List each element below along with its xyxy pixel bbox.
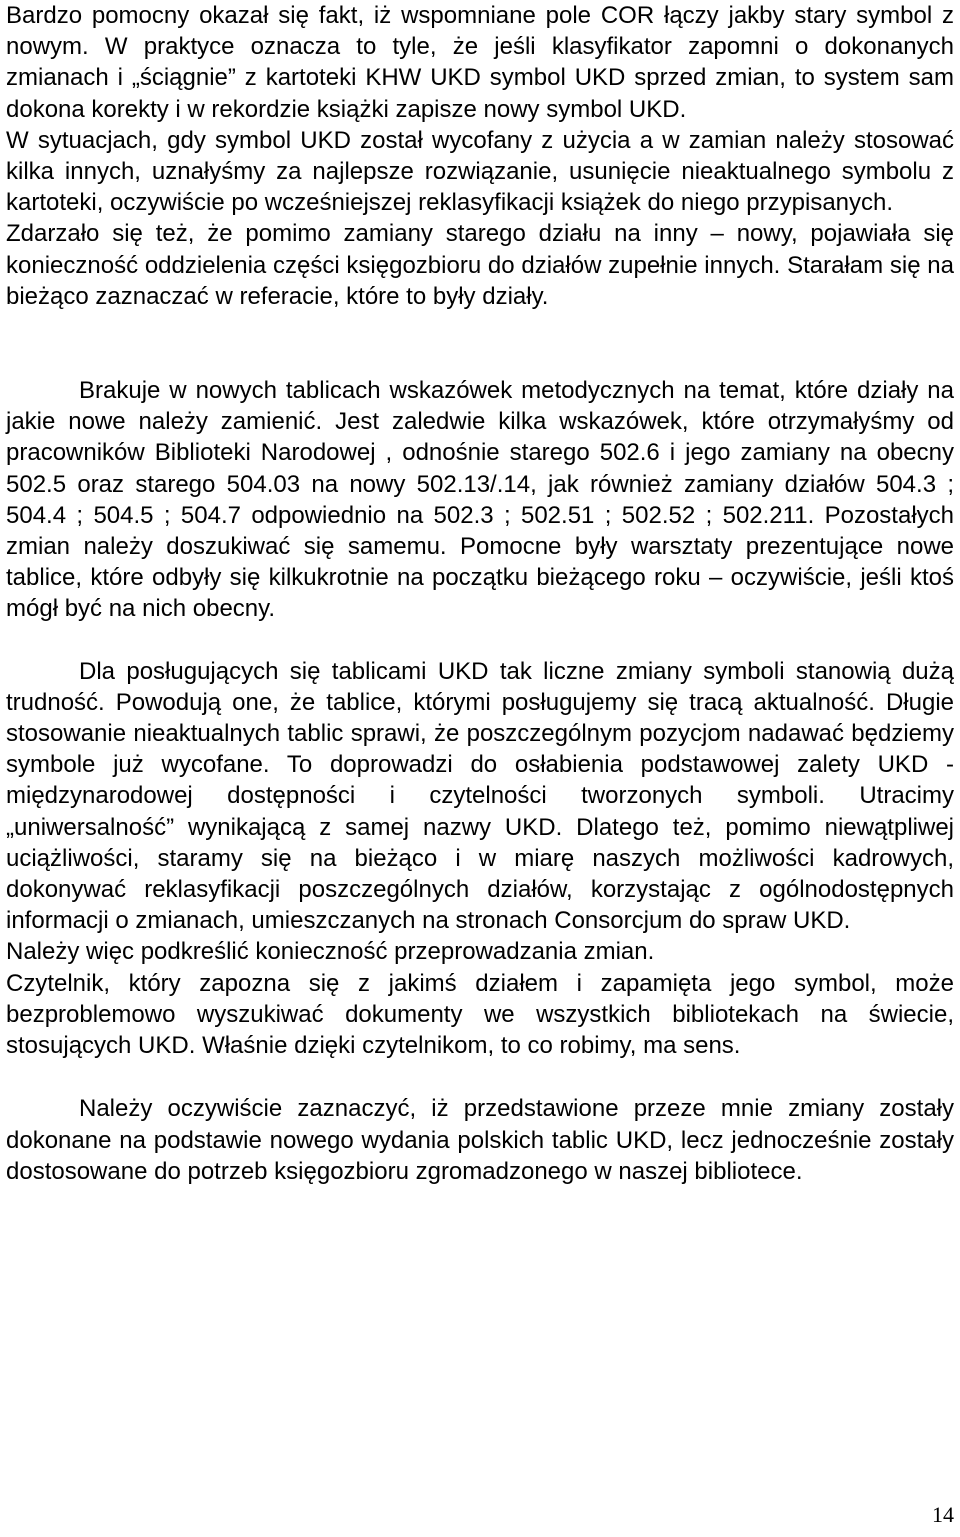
- paragraph-cor-field: Bardzo pomocny okazał się fakt, iż wspomniane pole COR łączy jakby stary symbol z nowym. W praktyce oznacza to tyle, że jeśli klasyfikator zapomni o dokonanych zmianach i „ściągnie” z kartoteki KHW UKD symbol UKD sprzed zmian, to system sam dokona korekty i w rekordzie książki zapisze nowy symbol UKD.: [6, 2, 954, 123]
- paragraph-collection-split: Zdarzało się też, że pomimo zamiany starego działu na inny – nowy, pojawiała się konieczność oddzielenia części księgozbioru do działów zupełnie innych. Starałam się na bieżąco zaznaczać w referacie, które to były działy.: [6, 220, 954, 310]
- paragraph-symbol-changes: Dla posługujących się tablicami UKD tak liczne zmiany symboli stanowią dużą trudność. Powodują one, że tablice, którymi posługujemy się tracą aktualność. Długie stosowanie nieaktualnych tablic sprawi, że poszczególnym pozycjom nadawać będziemy symbole już wycofane. To doprowadzi do osłabienia podstawowej zalety UKD - międzynarodowej dostępności i czytelności tworzonych symboli. Utracimy „uniwersalność” wynikającą z samej nazwy UKD. Dlatego też, pomimo niewątpliwej uciążliwości, staramy się na bieżąco i w miarę naszych możliwości kadrowych, dokonywać reklasyfikacji poszczególnych działów, korzystając z ogólnodostępnych informacji o zmianach, umieszczanych na stronach Consorcjum do spraw UKD.: [6, 657, 954, 935]
- paragraph-reader-benefit: Czytelnik, który zapozna się z jakimś działem i zapamięta jego symbol, może bezproblemowo wyszukiwać dokumenty we wszystkich bibliotekach na świecie, stosujących UKD. Właśnie dzięki czytelnikom, to co robimy, ma sens.: [6, 969, 954, 1060]
- paragraph-withdrawn-symbols: W sytuacjach, gdy symbol UKD został wycofany z użycia a w zamian należy stosować kilka innych, uznałyśmy za najlepsze rozwiązanie, usunięcie nieaktualnego symbolu z kartoteki, oczywiście po wcześniejszej reklasyfikacji książek do niego przypisanych.: [6, 126, 954, 217]
- page-number: 14: [932, 1502, 954, 1527]
- paragraph-methodical-guidance: Brakuje w nowych tablicach wskazówek metodycznych na temat, które działy na jakie nowe należy zamienić. Jest zaledwie kilka wskazówek, które otrzymałyśmy od pracowników Biblioteki Narodowej , odnośnie starego 502.6 i jego zamiany na obecny 502.5 oraz starego 504.03 na nowy 502.13/.14, jak również zamiany działów 504.3 ; 504.4 ; 504.5 ; 504.7 odpowiednio na 502.3 ; 502.51 ; 502.52 ; 502.211. Pozostałych zmian należy doszukiwać się samemu. Pomocne były warsztaty prezentujące nowe tablice, które odbyły się kilkukrotnie na początku bieżącego roku – oczywiście, jeśli ktoś mógł być na nich obecny.: [6, 377, 954, 623]
- document-body: [6, 0, 954, 1187]
- paragraph-closing-note: Należy oczywiście zaznaczyć, iż przedstawione przeze mnie zmiany zostały dokonane na podstawie nowego wydania polskich tablic UKD, lecz jednocześnie zostały dostosowane do potrzeb księgozbioru zgromadzonego w naszej bibliotece.: [6, 1095, 954, 1185]
- paragraph-need-for-changes: Należy więc podkreślić konieczność przeprowadzania zmian.: [6, 938, 655, 966]
